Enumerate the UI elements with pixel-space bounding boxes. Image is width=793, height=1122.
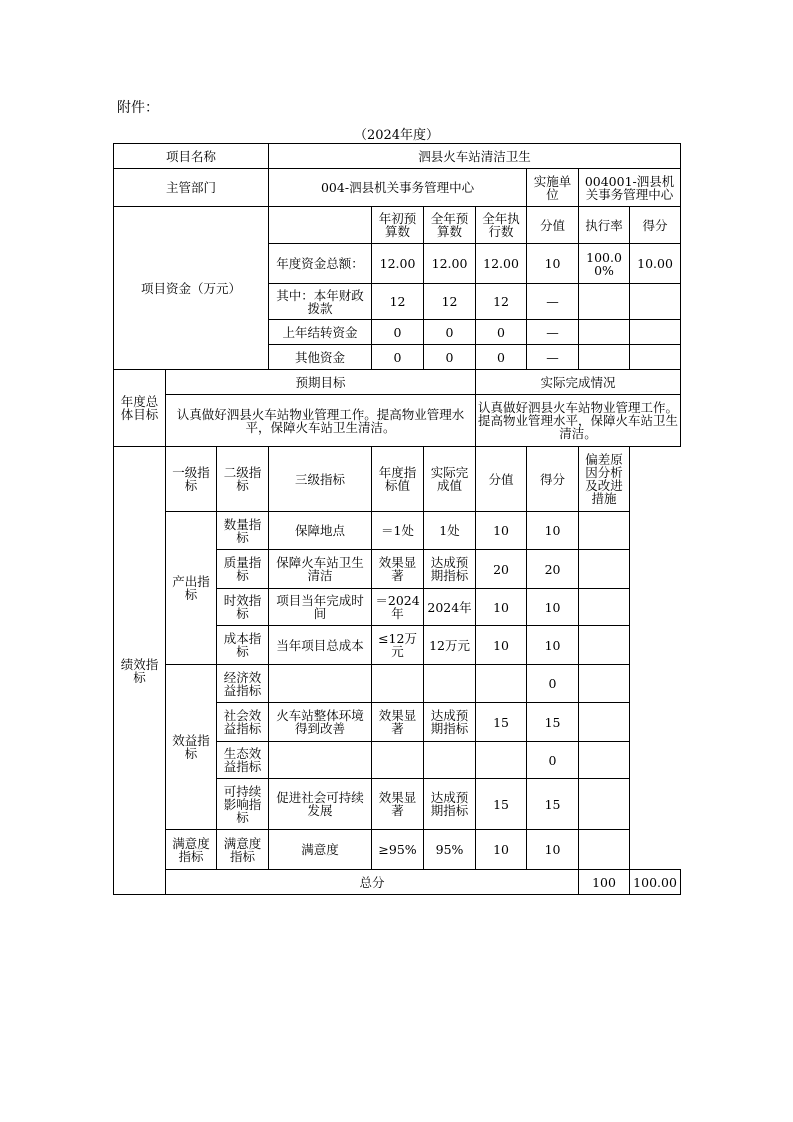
funds-row-name: 其他资金 xyxy=(269,345,372,370)
indicator-score-value: 10 xyxy=(476,830,527,870)
indicator-deviation xyxy=(579,512,630,550)
indicator-level2: 时效指标 xyxy=(217,589,269,626)
indicator-deviation xyxy=(579,626,630,665)
indicator-actual: 达成预期指标 xyxy=(424,779,476,830)
indicator-score: 10 xyxy=(527,626,579,665)
indicator-level3: 项目当年完成时间 xyxy=(269,589,372,626)
group-output: 产出指标 xyxy=(166,512,217,665)
header-target: 年度指标值 xyxy=(372,447,424,512)
total-score-value: 100 xyxy=(579,870,630,895)
indicator-actual: 1处 xyxy=(424,512,476,550)
department-row xyxy=(114,169,681,207)
funds-row-score-value: — xyxy=(527,320,579,345)
funds-row-executed: 12 xyxy=(476,284,527,320)
funds-row-score-value: — xyxy=(527,345,579,370)
indicator-target: ≥95% xyxy=(372,830,424,870)
funds-row-annual: 12.00 xyxy=(424,244,476,284)
indicator-score: 10 xyxy=(527,589,579,626)
indicator-score: 15 xyxy=(527,779,579,830)
indicator-score: 0 xyxy=(527,665,579,703)
indicator-level2: 经济效益指标 xyxy=(217,665,269,703)
project-name-value: 泗县火车站清洁卫生 xyxy=(269,144,681,169)
funds-row-name: 年度资金总额： xyxy=(269,244,372,284)
indicator-score-value: 10 xyxy=(476,512,527,550)
header-level1: 一级指标 xyxy=(166,447,217,512)
indicator-deviation xyxy=(579,703,630,742)
indicator-level2: 数量指标 xyxy=(217,512,269,550)
attachment-label: 附件： xyxy=(117,100,159,116)
indicator-row xyxy=(114,830,681,870)
indicator-level3: 保障火车站卫生清洁 xyxy=(269,550,372,589)
funds-row-name: 其中：本年财政拨款 xyxy=(269,284,372,320)
indicator-level3 xyxy=(269,665,372,703)
group-satisfaction: 满意度指标 xyxy=(166,830,217,870)
indicator-score-value xyxy=(476,742,527,779)
group-benefit: 效益指标 xyxy=(166,665,217,830)
funds-row-score-value: 10 xyxy=(527,244,579,284)
indicator-level3 xyxy=(269,742,372,779)
indicator-score: 15 xyxy=(527,703,579,742)
indicator-level2: 生态效益指标 xyxy=(217,742,269,779)
indicator-deviation xyxy=(579,779,630,830)
header-level3: 三级指标 xyxy=(269,447,372,512)
indicator-deviation xyxy=(579,830,630,870)
goals-content-row xyxy=(114,395,681,447)
indicator-target xyxy=(372,665,424,703)
indicator-target: ≤12万元 xyxy=(372,626,424,665)
actual-goal-label: 实际完成情况 xyxy=(476,370,681,395)
impl-unit-value: 004001-泗县机关事务管理中心 xyxy=(579,169,681,207)
funds-row-initial: 12 xyxy=(372,284,424,320)
performance-header-row xyxy=(114,447,681,512)
header-score: 得分 xyxy=(527,447,579,512)
indicator-actual: 达成预期指标 xyxy=(424,550,476,589)
expected-goal-text: 认真做好泗县火车站物业管理工作。提高物业管理水平，保障火车站卫生清洁。 xyxy=(166,395,476,447)
funds-header-initial: 年初预算数 xyxy=(372,207,424,244)
indicator-score-value: 10 xyxy=(476,626,527,665)
indicator-level3: 促进社会可持续发展 xyxy=(269,779,372,830)
indicator-deviation xyxy=(579,550,630,589)
funds-header-score-value: 分值 xyxy=(527,207,579,244)
indicator-actual: 12万元 xyxy=(424,626,476,665)
funds-row-score-value: — xyxy=(527,284,579,320)
indicator-score: 10 xyxy=(527,512,579,550)
indicator-level2: 质量指标 xyxy=(217,550,269,589)
actual-goal-text: 认真做好泗县火车站物业管理工作。提高物业管理水平，保障火车站卫生清洁。 xyxy=(476,395,681,447)
indicator-level3: 火车站整体环境得到改善 xyxy=(269,703,372,742)
funds-row-name: 上年结转资金 xyxy=(269,320,372,345)
indicator-score: 0 xyxy=(527,742,579,779)
funds-row-score: 10.00 xyxy=(630,244,681,284)
indicator-target: 效果显著 xyxy=(372,703,424,742)
indicator-level3: 满意度 xyxy=(269,830,372,870)
funds-header-score: 得分 xyxy=(630,207,681,244)
header-level2: 二级指标 xyxy=(217,447,269,512)
indicator-deviation xyxy=(579,742,630,779)
funds-row-executed: 0 xyxy=(476,320,527,345)
funds-row-annual: 0 xyxy=(424,345,476,370)
department-label: 主管部门 xyxy=(114,169,269,207)
indicator-target xyxy=(372,742,424,779)
funds-row-rate xyxy=(579,320,630,345)
indicator-score-value: 15 xyxy=(476,779,527,830)
performance-table xyxy=(113,143,681,895)
funds-row-score xyxy=(630,345,681,370)
header-score-value: 分值 xyxy=(476,447,527,512)
funds-row-annual: 0 xyxy=(424,320,476,345)
indicator-actual: 95% xyxy=(424,830,476,870)
indicator-deviation xyxy=(579,665,630,703)
funds-header-executed: 全年执行数 xyxy=(476,207,527,244)
indicator-deviation xyxy=(579,589,630,626)
indicator-target: 效果显著 xyxy=(372,550,424,589)
year-label: （2024年度） xyxy=(353,128,440,143)
funds-header-blank xyxy=(269,207,372,244)
indicator-score-value: 10 xyxy=(476,589,527,626)
funds-header-row xyxy=(114,207,681,244)
funds-row-rate xyxy=(579,345,630,370)
expected-goal-label: 预期目标 xyxy=(166,370,476,395)
indicator-level3: 保障地点 xyxy=(269,512,372,550)
indicator-actual: 达成预期指标 xyxy=(424,703,476,742)
funds-row-initial: 12.00 xyxy=(372,244,424,284)
indicator-actual xyxy=(424,665,476,703)
funds-row-initial: 0 xyxy=(372,320,424,345)
indicator-row xyxy=(114,512,681,550)
performance-label: 绩效指标 xyxy=(114,447,166,895)
header-deviation: 偏差原因分析及改进措施 xyxy=(579,447,630,512)
funds-row-initial: 0 xyxy=(372,345,424,370)
indicator-score-value xyxy=(476,665,527,703)
goals-label: 年度总体目标 xyxy=(114,370,166,447)
indicator-target: ＝1处 xyxy=(372,512,424,550)
funds-row-executed: 12.00 xyxy=(476,244,527,284)
indicator-actual xyxy=(424,742,476,779)
project-name-label: 项目名称 xyxy=(114,144,269,169)
funds-row-rate: 100.00% xyxy=(579,244,630,284)
funds-row-rate xyxy=(579,284,630,320)
total-score: 100.00 xyxy=(630,870,681,895)
indicator-level2: 成本指标 xyxy=(217,626,269,665)
indicator-level2: 可持续影响指标 xyxy=(217,779,269,830)
funds-header-rate: 执行率 xyxy=(579,207,630,244)
indicator-actual: 2024年 xyxy=(424,589,476,626)
funds-row-score xyxy=(630,284,681,320)
total-label: 总分 xyxy=(166,870,579,895)
header-actual: 实际完成值 xyxy=(424,447,476,512)
indicator-score-value: 15 xyxy=(476,703,527,742)
funds-row-executed: 0 xyxy=(476,345,527,370)
indicator-score: 20 xyxy=(527,550,579,589)
indicator-row xyxy=(114,665,681,703)
impl-unit-label: 实施单位 xyxy=(527,169,579,207)
funds-header-annual: 全年预算数 xyxy=(424,207,476,244)
goals-header-row xyxy=(114,370,681,395)
indicator-score-value: 20 xyxy=(476,550,527,589)
department-value: 004-泗县机关事务管理中心 xyxy=(269,169,527,207)
funds-row-annual: 12 xyxy=(424,284,476,320)
indicator-level3: 当年项目总成本 xyxy=(269,626,372,665)
total-row xyxy=(114,870,681,895)
indicator-target: 效果显著 xyxy=(372,779,424,830)
indicator-score: 10 xyxy=(527,830,579,870)
indicator-level2: 社会效益指标 xyxy=(217,703,269,742)
indicator-level2: 满意度指标 xyxy=(217,830,269,870)
funds-label: 项目资金（万元） xyxy=(114,207,269,370)
indicator-target: ＝2024年 xyxy=(372,589,424,626)
funds-row-score xyxy=(630,320,681,345)
project-name-row xyxy=(114,144,681,169)
